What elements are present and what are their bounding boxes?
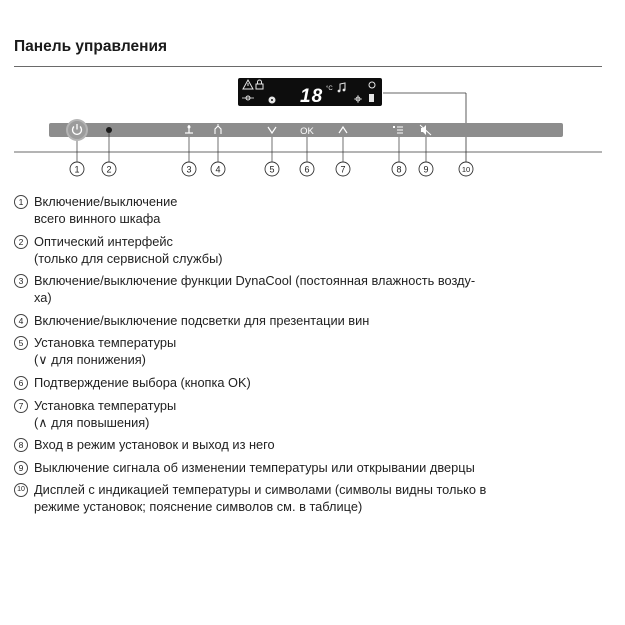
callout-2-label: 2	[106, 164, 112, 175]
legend-item-number: 7	[14, 399, 28, 413]
legend-item-text: Подтверждение выбора (кнопка OK)	[34, 374, 251, 390]
bottle-icon	[369, 94, 374, 102]
legend-item-text: Оптический интерфейс	[34, 233, 173, 249]
legend-item-text: Включение/выключение	[34, 194, 178, 209]
legend-item-number: 4	[14, 314, 28, 328]
callout-9-label: 9	[423, 164, 429, 175]
optical-interface-port	[106, 127, 112, 133]
callout-10	[459, 162, 473, 176]
legend-item-text: Выключение сигнала об изменении температуры или открывании дверцы	[34, 459, 475, 475]
legend-item	[14, 374, 614, 391]
ok-button-label: OK	[300, 126, 314, 137]
legend-item-text: Установка температуры	[34, 397, 177, 413]
callout-4-label: 4	[215, 164, 221, 175]
callout-7-label: 7	[340, 164, 346, 175]
legend-item-text: Вход в режим установок и выход из него	[34, 437, 275, 453]
ok-button[interactable]	[300, 126, 314, 137]
legend-item	[14, 397, 614, 431]
legend-item-text: (только для сервисной службы)	[34, 250, 223, 266]
legend-item	[14, 334, 614, 368]
callout-7	[336, 162, 350, 176]
page-title: Панель управления	[14, 38, 168, 55]
legend-item	[14, 233, 614, 267]
callout-2	[102, 162, 116, 176]
callout-3	[182, 162, 196, 176]
legend-item-text: ха)	[34, 290, 52, 306]
callout-markers	[70, 162, 473, 176]
callout-1	[70, 162, 84, 176]
callout-5-label: 5	[269, 164, 275, 175]
fan-icon	[269, 97, 276, 104]
legend-list	[14, 193, 614, 521]
legend-item	[14, 436, 614, 453]
callout-6-label: 6	[304, 164, 310, 175]
legend-item-number: 3	[14, 274, 28, 288]
legend-item-number: 6	[14, 376, 28, 390]
legend-item	[14, 481, 614, 515]
legend-item	[14, 459, 614, 476]
callout-3-label: 3	[186, 164, 192, 175]
legend-item-number: 10	[14, 483, 28, 497]
callout-8	[392, 162, 406, 176]
callout-8-label: 8	[396, 164, 402, 175]
legend-item-number: 5	[14, 336, 28, 350]
power-button[interactable]	[66, 119, 88, 141]
legend-item-number: 1	[14, 195, 28, 209]
legend-item-text: режиме установок; пояснение символов см. в таблице)	[34, 499, 363, 515]
display-unit	[238, 78, 382, 107]
legend-item-text: Включение/выключение подсветки для презентации вин	[34, 312, 370, 328]
legend-item-number: 9	[14, 461, 28, 475]
legend-item-text: (∨ для понижения)	[34, 352, 146, 368]
legend-item-text: Дисплей с индикацией температуры и символами (символы видны только в	[34, 482, 487, 498]
legend-item-number: 8	[14, 438, 28, 452]
callout-10-label: 10	[461, 165, 471, 174]
control-panel-diagram	[0, 60, 625, 185]
display-temperature: 18	[300, 86, 324, 107]
legend-item	[14, 272, 614, 306]
legend-item	[14, 193, 614, 227]
callout-5	[265, 162, 279, 176]
legend-item-text: всего винного шкафа	[34, 211, 161, 226]
callout-6	[300, 162, 314, 176]
legend-item-number: 2	[14, 235, 28, 249]
callout-4	[211, 162, 225, 176]
legend-item	[14, 312, 614, 329]
legend-item-text: Установка температуры	[34, 335, 177, 351]
legend-item-text: Включение/выключение функции DynaCool (постоянная влажность возду-	[34, 273, 476, 289]
callout-9	[419, 162, 433, 176]
callout-leaders	[77, 133, 426, 162]
callout-1-label: 1	[74, 164, 80, 175]
display-degree-unit: °C	[326, 86, 333, 92]
legend-item-text: (∧ для повышения)	[34, 414, 150, 430]
